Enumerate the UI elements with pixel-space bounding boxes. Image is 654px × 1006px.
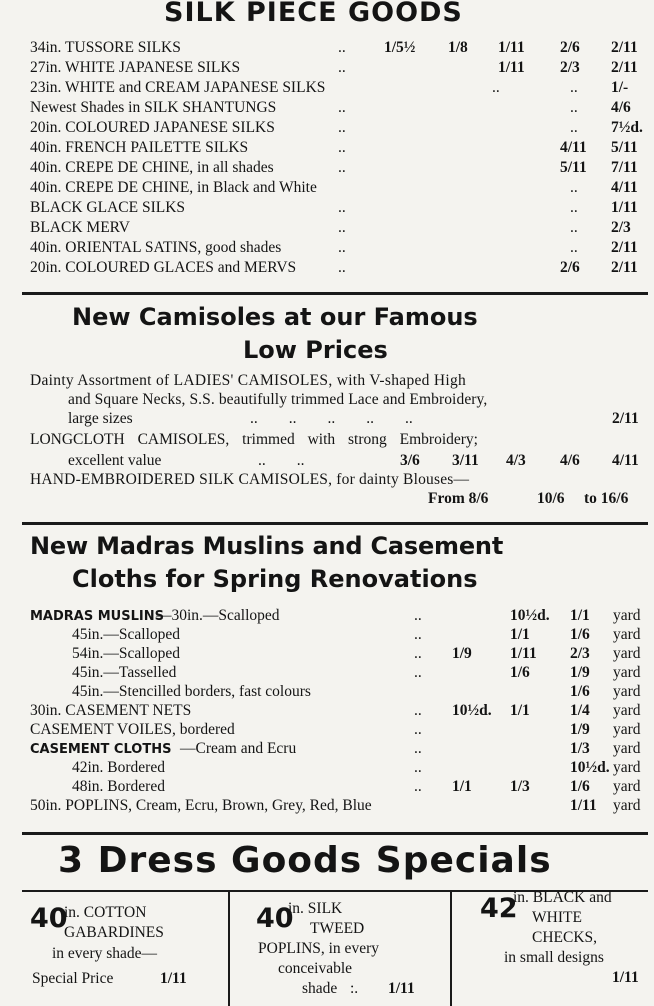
madras-row-price: 1/1 — [570, 607, 590, 624]
dress-col2-line3: POPLINS, in every — [258, 940, 379, 957]
madras-row-desc: 45in.—Stencilled borders, fast colours — [72, 683, 311, 700]
dress-col2-number: 40 — [256, 903, 294, 934]
dress-col2-line5: shade — [302, 980, 338, 997]
silk-row-dots: .. — [338, 119, 346, 136]
dress-col3-number: 42 — [480, 893, 518, 924]
silk-row-price: .. — [570, 179, 578, 196]
dress-col3-line4: in small designs — [504, 949, 604, 966]
madras-row-dots: .. — [414, 664, 422, 681]
madras-row-dots: .. — [414, 740, 422, 757]
camisoles-dots-3: .. .. .. .. .. — [250, 410, 413, 427]
madras-row-price: 1/6 — [570, 683, 590, 700]
silk-row-dots: .. — [338, 59, 346, 76]
silk-row-desc: 34in. TUSSORE SILKS — [30, 39, 181, 56]
divider — [22, 832, 648, 835]
silk-row-price: 1/- — [611, 79, 629, 96]
dress-title: 3 Dress Goods Specials — [58, 840, 552, 881]
dress-col2-head: in. SILK — [288, 900, 343, 917]
madras-row — [0, 758, 654, 777]
madras-title-line1: New Madras Muslins and Casement — [30, 532, 504, 560]
madras-row-price: 1/4 — [570, 702, 590, 719]
madras-row-desc: 50in. POPLINS, Cream, Ecru, Brown, Grey, Red, Blue — [30, 797, 372, 814]
camisoles-price: 4/11 — [612, 452, 639, 469]
silk-row-price: 2/11 — [611, 39, 638, 56]
camisoles-to: to 16/6 — [584, 490, 629, 507]
madras-row-unit: yard — [613, 759, 641, 776]
madras-row — [0, 606, 654, 625]
silk-row — [0, 258, 654, 278]
silk-row — [0, 238, 654, 258]
madras-row-unit: yard — [613, 664, 641, 681]
silk-row-desc: 23in. WHITE and CREAM JAPANESE SILKS — [30, 79, 326, 96]
dress-col3-price: 1/11 — [612, 969, 639, 986]
camisoles-text-5: excellent value — [68, 452, 162, 469]
camisoles-text-3: large sizes — [68, 410, 133, 427]
madras-row-price: 1/11 — [510, 645, 537, 662]
silk-row-price: 1/11 — [498, 39, 525, 56]
madras-row-price: 1/1 — [510, 702, 530, 719]
madras-row-desc: 30in. CASEMENT NETS — [30, 702, 192, 719]
madras-row-unit: yard — [613, 778, 641, 795]
silk-row — [0, 178, 654, 198]
dress-col3-head: in. BLACK and — [513, 889, 612, 906]
silk-row-desc: 40in. CREPE DE CHINE, in all shades — [30, 159, 274, 176]
silk-row-price: 2/3 — [611, 219, 631, 236]
camisoles-price: 3/11 — [452, 452, 479, 469]
madras-row-price: 10½d. — [510, 607, 550, 624]
madras-row — [0, 644, 654, 663]
madras-row-unit: yard — [613, 721, 641, 738]
madras-row-unit: yard — [613, 683, 641, 700]
madras-row-desc: —Cream and Ecru — [180, 740, 297, 757]
silk-row — [0, 158, 654, 178]
silk-row-price: 2/11 — [611, 259, 638, 276]
dress-col1-line2: GABARDINES — [64, 924, 164, 941]
madras-row — [0, 777, 654, 796]
madras-row-price: 1/6 — [510, 664, 530, 681]
column-divider — [450, 892, 452, 1006]
madras-row-unit: yard — [613, 740, 641, 757]
silk-row — [0, 138, 654, 158]
silk-row-price: 1/5½ — [384, 39, 416, 56]
dress-col1-head: in. COTTON — [64, 904, 147, 921]
madras-row-dots: .. — [414, 759, 422, 776]
silk-row-desc: 40in. CREPE DE CHINE, in Black and White — [30, 179, 317, 196]
silk-row-price: .. — [570, 219, 578, 236]
madras-row-dots: .. — [414, 778, 422, 795]
camisoles-title-line2: Low Prices — [243, 336, 388, 364]
dress-col1-price: 1/11 — [160, 970, 187, 987]
madras-title-line2: Cloths for Spring Renovations — [72, 565, 478, 593]
madras-row-price: 1/9 — [452, 645, 472, 662]
madras-row-unit: yard — [613, 797, 641, 814]
camisoles-mid: 10/6 — [537, 490, 565, 507]
camisoles-dots-5: .. .. — [258, 452, 305, 469]
madras-row-desc: 45in.—Scalloped — [72, 626, 181, 643]
madras-row — [0, 682, 654, 701]
madras-row-price: 1/6 — [570, 626, 590, 643]
madras-row-unit: yard — [613, 626, 641, 643]
dress-col1-line3: in every shade— — [52, 945, 158, 962]
madras-row-dots: .. — [414, 645, 422, 662]
madras-row-unit: yard — [613, 645, 641, 662]
silk-row-price: .. — [570, 199, 578, 216]
camisoles-price: 4/3 — [506, 452, 526, 469]
madras-row-dots: .. — [414, 721, 422, 738]
madras-row-price: 1/9 — [570, 664, 590, 681]
silk-row-price: 1/8 — [448, 39, 468, 56]
madras-row-dots: .. — [414, 607, 422, 624]
madras-row — [0, 625, 654, 644]
silk-row-price: 4/11 — [560, 139, 587, 156]
divider — [22, 292, 648, 295]
silk-row-dots: .. — [338, 259, 346, 276]
madras-row-unit: yard — [613, 702, 641, 719]
silk-row-dots: .. — [338, 99, 346, 116]
silk-row — [0, 98, 654, 118]
silk-row-price: 1/11 — [611, 199, 638, 216]
silk-row-desc: 40in. FRENCH PAILETTE SILKS — [30, 139, 249, 156]
madras-row — [0, 796, 654, 815]
dress-col3-line3: CHECKS, — [532, 929, 598, 946]
column-divider — [228, 892, 230, 1006]
camisoles-title-line1: New Camisoles at our Famous — [72, 303, 478, 331]
madras-row-price: 10½d. — [452, 702, 492, 719]
camisoles-text-6: HAND-EMBROIDERED SILK CAMISOLES, for dainty Blouses— — [30, 471, 470, 488]
silk-row-price: 7½d. — [611, 119, 643, 136]
silk-row-price: 1/11 — [498, 59, 525, 76]
silk-row-price: 2/11 — [611, 239, 638, 256]
madras-row-price: 1/3 — [570, 740, 590, 757]
divider — [22, 522, 648, 525]
silk-row-desc: 20in. COLOURED JAPANESE SILKS — [30, 119, 275, 136]
madras-row-price: 1/6 — [570, 778, 590, 795]
madras-row — [0, 663, 654, 682]
silk-row-price: 2/6 — [560, 39, 580, 56]
dress-col1-number: 40 — [30, 903, 68, 934]
silk-row — [0, 218, 654, 238]
silk-row-price: 2/3 — [560, 59, 580, 76]
silk-row — [0, 78, 654, 98]
madras-row-price: 1/3 — [510, 778, 530, 795]
madras-row-desc: CASEMENT VOILES, bordered — [30, 721, 235, 738]
silk-row-desc: 27in. WHITE JAPANESE SILKS — [30, 59, 241, 76]
silk-row-price: .. — [570, 99, 578, 116]
camisoles-from: From 8/6 — [428, 490, 489, 507]
camisoles-text-1: Dainty Assortment of LADIES' CAMISOLES, with V-shaped High — [30, 372, 467, 389]
silk-row-dots: .. — [338, 159, 346, 176]
dress-col3-line2: WHITE — [532, 909, 582, 926]
camisoles-price-3: 2/11 — [612, 410, 639, 427]
silk-row-price: .. — [570, 79, 578, 96]
madras-row-dots: .. — [414, 702, 422, 719]
dress-col2-price: 1/11 — [388, 980, 415, 997]
madras-row-heading: MADRAS MUSLINS — [30, 609, 164, 624]
silk-row-desc: BLACK MERV — [30, 219, 130, 236]
madras-row-desc: —30in.—Scalloped — [156, 607, 280, 624]
silk-row-price: 2/11 — [611, 59, 638, 76]
madras-row-price: 1/11 — [570, 797, 597, 814]
silk-row-dots: .. — [338, 239, 346, 256]
madras-row-price: 1/1 — [510, 626, 530, 643]
madras-row-desc: 42in. Bordered — [72, 759, 165, 776]
silk-row-price: 2/6 — [560, 259, 580, 276]
madras-row-price: 1/9 — [570, 721, 590, 738]
dress-col2-line4: conceivable — [278, 960, 353, 977]
dress-col1-line4: Special Price — [32, 970, 114, 987]
silk-row-price: .. — [570, 239, 578, 256]
camisoles-text-4: LONGCLOTH CAMISOLES, trimmed with strong Embroidery; — [30, 431, 478, 448]
madras-row-unit: yard — [613, 607, 641, 624]
silk-row — [0, 198, 654, 218]
madras-row — [0, 720, 654, 739]
camisoles-price: 4/6 — [560, 452, 580, 469]
dress-col2-dots: :. — [350, 980, 359, 997]
silk-row — [0, 38, 654, 58]
madras-row-price: 1/1 — [452, 778, 472, 795]
silk-row-price: 5/11 — [560, 159, 587, 176]
madras-row-price: 2/3 — [570, 645, 590, 662]
madras-row — [0, 739, 654, 758]
madras-row-dots: .. — [414, 626, 422, 643]
silk-row-dots: .. — [338, 199, 346, 216]
silk-row-desc: 40in. ORIENTAL SATINS, good shades — [30, 239, 282, 256]
silk-row-dots: .. — [492, 79, 500, 96]
silk-row — [0, 118, 654, 138]
silk-row-price: .. — [570, 119, 578, 136]
madras-row — [0, 701, 654, 720]
silk-row-desc: Newest Shades in SILK SHANTUNGS — [30, 99, 277, 116]
camisoles-price: 3/6 — [400, 452, 420, 469]
camisoles-text-2: and Square Necks, S.S. beautifully trimmed Lace and Embroidery, — [68, 391, 488, 408]
silk-row-price: 5/11 — [611, 139, 638, 156]
madras-row-desc: 48in. Bordered — [72, 778, 165, 795]
madras-row-heading: CASEMENT CLOTHS — [30, 742, 172, 757]
madras-row-desc: 54in.—Scalloped — [72, 645, 181, 662]
silk-row-desc: BLACK GLACE SILKS — [30, 199, 186, 216]
madras-row-desc: 45in.—Tasselled — [72, 664, 177, 681]
silk-row-desc: 20in. COLOURED GLACES and MERVS — [30, 259, 297, 276]
silk-row-dots: .. — [338, 39, 346, 56]
silk-row-dots: .. — [338, 139, 346, 156]
dress-col2-line2: TWEED — [310, 920, 365, 937]
silk-row-price: 4/11 — [611, 179, 638, 196]
madras-row-price: 10½d. — [570, 759, 610, 776]
silk-row-price: 4/6 — [611, 99, 631, 116]
silk-row-price: 7/11 — [611, 159, 638, 176]
silk-title: SILK PIECE GOODS — [164, 0, 463, 28]
silk-row-dots: .. — [338, 219, 346, 236]
silk-row — [0, 58, 654, 78]
